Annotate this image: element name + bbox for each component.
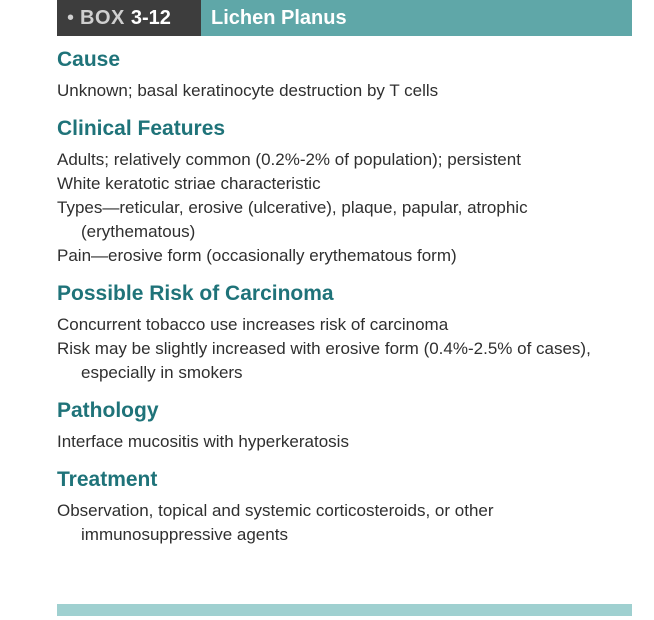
- section-line: Risk may be slightly increased with erosive form (0.4%-2.5% of cases), especially in smokers: [57, 339, 591, 382]
- box-header: [57, 0, 632, 36]
- section-heading: Clinical Features: [57, 117, 226, 140]
- section-risk-of-carcinoma: [57, 280, 632, 385]
- section-pathology: [57, 397, 632, 454]
- section-heading: Pathology: [57, 399, 159, 422]
- bullet-icon: •: [67, 6, 75, 29]
- section-line: Interface mucositis with hyperkeratosis: [57, 432, 349, 451]
- box-title: Lichen Planus: [201, 0, 632, 36]
- section-line: Types—reticular, erosive (ulcerative), plaque, papular, atrophic (erythematous): [57, 198, 528, 241]
- section-cause: [57, 46, 632, 103]
- section-line: Observation, topical and systemic corticosteroids, or other immunosuppressive agents: [57, 501, 494, 544]
- section-line: White keratotic striae characteristic: [57, 174, 321, 193]
- section-heading: Possible Risk of Carcinoma: [57, 282, 334, 305]
- footer-bar: [57, 604, 632, 616]
- section-treatment: [57, 466, 632, 547]
- section-line: Adults; relatively common (0.2%-2% of population); persistent: [57, 150, 521, 169]
- box-word: BOX: [80, 6, 125, 29]
- section-heading: Cause: [57, 48, 121, 71]
- box-label: [57, 0, 201, 36]
- box-number: 3-12: [130, 6, 171, 29]
- section-clinical-features: [57, 115, 632, 268]
- section-line: Concurrent tobacco use increases risk of carcinoma: [57, 315, 449, 334]
- section-line: Pain—erosive form (occasionally erythematous form): [57, 246, 457, 265]
- section-heading: Treatment: [57, 468, 158, 491]
- box-content: [57, 46, 632, 559]
- section-line: Unknown; basal keratinocyte destruction by T cells: [57, 81, 439, 100]
